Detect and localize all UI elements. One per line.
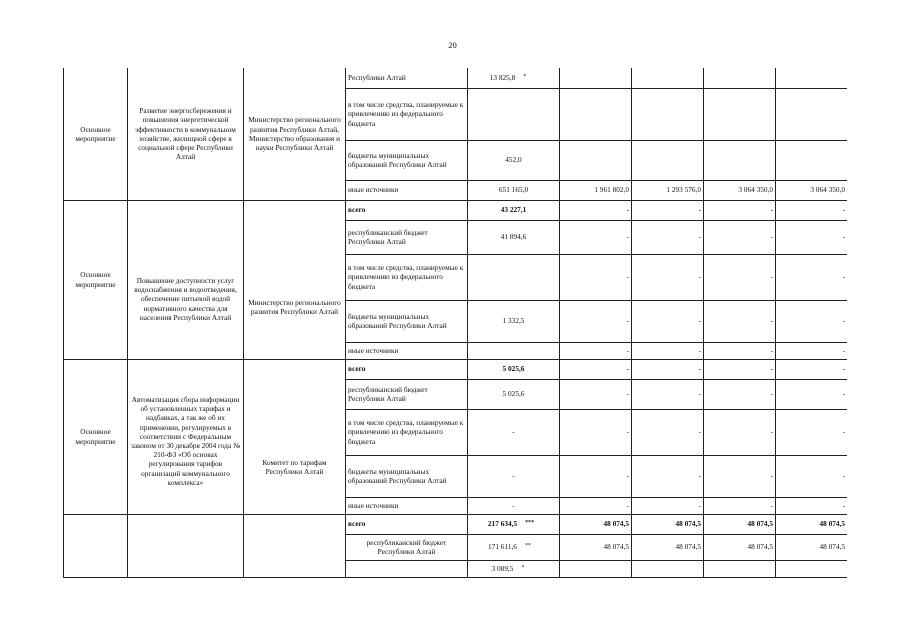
total-amount-value: 43 227,1	[500, 205, 527, 215]
funding-source-cell: республиканский бюджет Республики Алтай	[346, 220, 468, 254]
total-amount-value: 651 165,0	[498, 185, 529, 195]
year-amount-cell: -	[560, 379, 632, 409]
activity-type-cell	[64, 514, 128, 577]
year-amount-cell: -	[632, 254, 704, 300]
total-amount-cell	[468, 497, 560, 514]
table-row	[64, 359, 848, 379]
year-amount-cell: -	[560, 342, 632, 359]
total-amount-cell	[468, 560, 560, 577]
year-amount-cell: 48 074,5	[560, 514, 632, 534]
year-amount-cell: -	[632, 379, 704, 409]
year-amount-cell: -	[704, 409, 776, 455]
total-amount-value: 3 089,5	[491, 563, 514, 573]
year-amount-cell	[632, 560, 704, 577]
year-amount-cell: -	[776, 379, 848, 409]
year-amount-cell: 48 074,5	[704, 514, 776, 534]
activity-name-cell: Повышение доступности услуг водоснабжения и водоотведения, обеспечение питьевой водой нормативного качества для населения Республики Алтай	[128, 200, 244, 359]
total-amount-value: 1 332,5	[502, 316, 525, 326]
total-amount-cell	[468, 409, 560, 455]
total-amount-cell	[468, 180, 560, 200]
year-amount-cell: 48 074,5	[632, 534, 704, 560]
table-row	[64, 514, 848, 534]
activity-name-cell	[128, 514, 244, 577]
total-amount-cell	[468, 359, 560, 379]
year-amount-cell: 3 064 350,0	[704, 180, 776, 200]
year-amount-cell	[704, 88, 776, 140]
year-amount-cell: 48 074,5	[776, 534, 848, 560]
table-row	[64, 68, 848, 88]
total-amount-cell	[468, 140, 560, 180]
year-amount-cell: -	[776, 497, 848, 514]
footnote-mark: **	[524, 543, 531, 550]
activity-type-cell: Основное мероприятие	[64, 200, 128, 359]
year-amount-cell: -	[632, 359, 704, 379]
year-amount-cell	[704, 68, 776, 88]
total-amount-value: -	[512, 427, 515, 437]
total-amount-value: 171 611,6	[488, 542, 517, 552]
total-amount-value: -	[512, 500, 515, 510]
budget-table	[63, 68, 847, 578]
funding-source-cell: всего	[346, 200, 468, 220]
funding-source-cell: бюджеты муниципальных образований Республики Алтай	[346, 455, 468, 497]
year-amount-cell: -	[704, 220, 776, 254]
funding-source-cell: в том числе средства, планируемые к привлечению из федерального бюджета	[346, 88, 468, 140]
year-amount-cell	[560, 68, 632, 88]
year-amount-cell: 48 074,5	[776, 514, 848, 534]
year-amount-cell: -	[704, 200, 776, 220]
total-amount-cell	[468, 514, 560, 534]
year-amount-cell: -	[776, 359, 848, 379]
year-amount-cell: -	[776, 409, 848, 455]
year-amount-cell	[560, 88, 632, 140]
year-amount-cell: -	[560, 300, 632, 342]
activity-type-cell: Основное мероприятие	[64, 68, 128, 200]
year-amount-cell: -	[704, 300, 776, 342]
year-amount-cell: -	[632, 455, 704, 497]
year-amount-cell: -	[632, 200, 704, 220]
funding-source-cell	[346, 560, 468, 577]
year-amount-cell	[632, 88, 704, 140]
responsible-cell	[244, 514, 346, 577]
total-amount-value: 452,0	[505, 155, 522, 165]
total-amount-cell	[468, 200, 560, 220]
total-amount-value: 13 825,8	[489, 73, 516, 83]
total-amount-cell	[468, 379, 560, 409]
funding-source-cell: бюджеты муниципальных образований Республики Алтай	[346, 140, 468, 180]
year-amount-cell	[776, 560, 848, 577]
year-amount-cell: -	[704, 254, 776, 300]
year-amount-cell: -	[560, 254, 632, 300]
funding-source-cell: иные источники	[346, 497, 468, 514]
page-number: 20	[448, 40, 457, 50]
year-amount-cell	[776, 88, 848, 140]
year-amount-cell	[560, 140, 632, 180]
year-amount-cell: -	[776, 342, 848, 359]
year-amount-cell: -	[776, 220, 848, 254]
year-amount-cell: -	[632, 409, 704, 455]
total-amount-value: 5 025,6	[502, 389, 525, 399]
year-amount-cell: -	[632, 220, 704, 254]
year-amount-cell: -	[560, 409, 632, 455]
total-amount-cell	[468, 220, 560, 254]
activity-name-cell: Автоматизация сбора информации об установленных тарифах и надбавках, а так же об их применении, регулируемых в соответствии с Федеральным законом от 30 декабря 2004 года № 210-ФЗ «Об основах регулирования тарифов организаций коммунального комплекса»	[128, 359, 244, 514]
year-amount-cell	[560, 560, 632, 577]
total-amount-cell	[468, 455, 560, 497]
year-amount-cell: -	[704, 455, 776, 497]
total-amount-value: 217 634,5	[487, 519, 518, 529]
table-row	[64, 200, 848, 220]
total-amount-cell	[468, 88, 560, 140]
budget-table-container	[63, 68, 847, 578]
year-amount-cell	[632, 68, 704, 88]
year-amount-cell: -	[704, 497, 776, 514]
total-amount-cell	[468, 534, 560, 560]
funding-source-cell: всего	[346, 359, 468, 379]
year-amount-cell: -	[560, 455, 632, 497]
year-amount-cell: -	[776, 200, 848, 220]
year-amount-cell	[704, 140, 776, 180]
year-amount-cell: -	[704, 359, 776, 379]
year-amount-cell: 1 961 802,0	[560, 180, 632, 200]
table-body	[64, 68, 848, 577]
funding-source-cell: иные источники	[346, 342, 468, 359]
footnote-mark: *	[523, 74, 527, 81]
year-amount-cell	[776, 140, 848, 180]
year-amount-cell: -	[632, 342, 704, 359]
activity-type-cell: Основное мероприятие	[64, 359, 128, 514]
year-amount-cell: -	[704, 342, 776, 359]
funding-source-cell: в том числе средства, планируемые к привлечению из федерального бюджета	[346, 409, 468, 455]
year-amount-cell: 1 293 576,0	[632, 180, 704, 200]
footnote-mark: ***	[525, 520, 535, 527]
funding-source-cell: иные источники	[346, 180, 468, 200]
total-amount-cell	[468, 68, 560, 88]
year-amount-cell: -	[632, 497, 704, 514]
year-amount-cell: -	[560, 497, 632, 514]
year-amount-cell: 3 064 350,0	[776, 180, 848, 200]
total-amount-cell	[468, 254, 560, 300]
year-amount-cell: 48 074,5	[632, 514, 704, 534]
activity-name-cell: Развитие энергосбережения и повышения энергетической эффективности в коммунальном хозяйстве, жилищной сфере в социальной сфере Республики Алтай	[128, 68, 244, 200]
funding-source-cell: Республики Алтай	[346, 68, 468, 88]
year-amount-cell	[776, 68, 848, 88]
funding-source-cell: республиканский бюджет Республики Алтай	[346, 534, 468, 560]
funding-source-cell: в том числе средства, планируемые к привлечению из федерального бюджета	[346, 254, 468, 300]
total-amount-cell	[468, 300, 560, 342]
total-amount-value: 5 025,6	[502, 364, 525, 374]
footnote-mark: *	[521, 564, 525, 571]
year-amount-cell: -	[776, 455, 848, 497]
total-amount-value: -	[512, 471, 515, 481]
year-amount-cell: -	[560, 359, 632, 379]
year-amount-cell: -	[560, 220, 632, 254]
funding-source-cell: всего	[346, 514, 468, 534]
year-amount-cell: -	[704, 379, 776, 409]
year-amount-cell: 48 074,5	[560, 534, 632, 560]
year-amount-cell	[632, 140, 704, 180]
funding-source-cell: республиканский бюджет Республики Алтай	[346, 379, 468, 409]
year-amount-cell: 48 074,5	[704, 534, 776, 560]
responsible-cell: Министерство регионального развития Республики Алтай, Министерство образования и науки Республики Алтай	[244, 68, 346, 200]
year-amount-cell: -	[776, 254, 848, 300]
total-amount-value: 41 894,6	[500, 232, 527, 242]
year-amount-cell: -	[776, 300, 848, 342]
funding-source-cell: бюджеты муниципальных образований Республики Алтай	[346, 300, 468, 342]
year-amount-cell: -	[632, 300, 704, 342]
responsible-cell: Комитет по тарифам Республики Алтай	[244, 359, 346, 514]
responsible-cell: Министерство регионального развития Республики Алтай	[244, 200, 346, 359]
year-amount-cell: -	[560, 200, 632, 220]
year-amount-cell	[704, 560, 776, 577]
total-amount-cell	[468, 342, 560, 359]
